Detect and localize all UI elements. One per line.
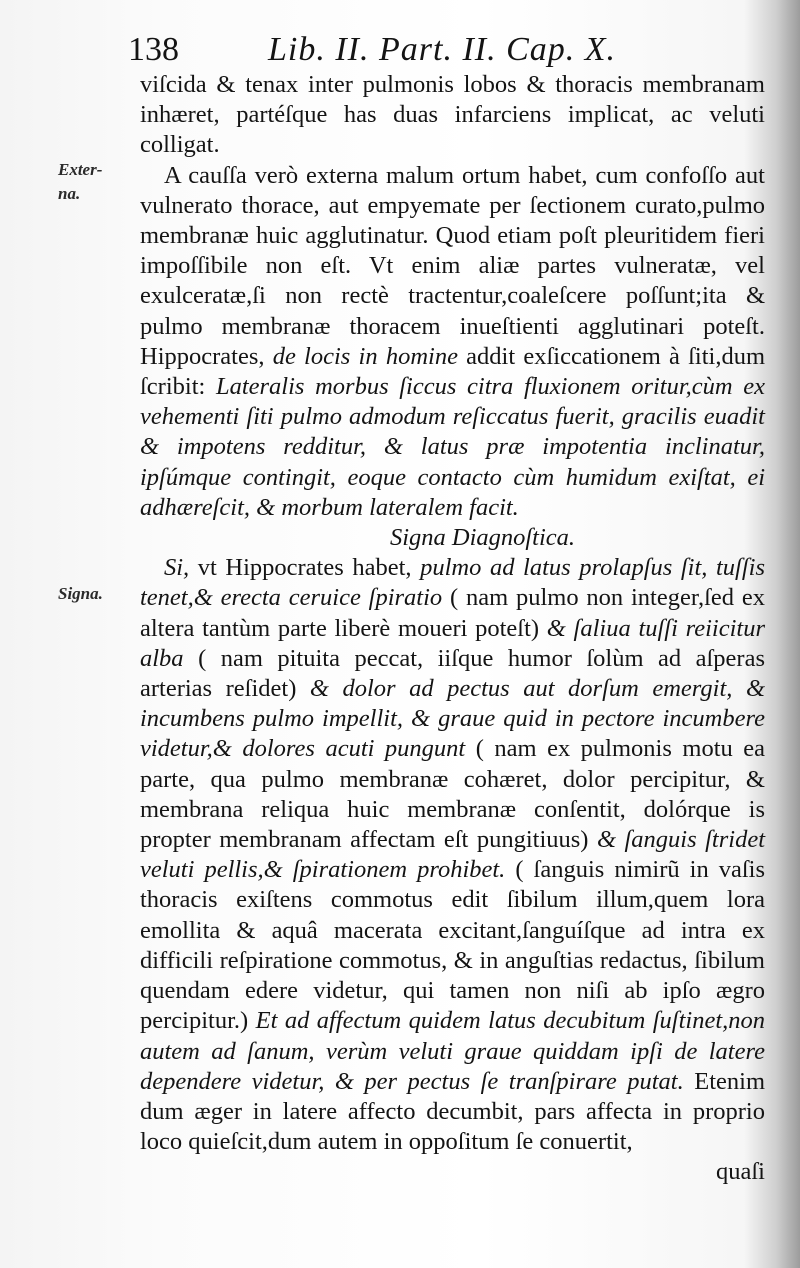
catchword: quaſi xyxy=(716,1158,765,1186)
paragraph-1-text: viſcida & tenax inter pulmonis lobos & thoracis membranam inhæret, partéſque has duas infarciens implicat, ac veluti colligat. xyxy=(140,71,765,159)
para3-text-l: Etenim dum æger in latere affecto decumbit, pars affecta in proprio loco quieſcit,dum autem in oppoſitum ſe conuertit, xyxy=(140,1067,765,1156)
page-header xyxy=(128,30,668,70)
paragraph-1 xyxy=(140,70,765,161)
paragraph-2 xyxy=(140,161,765,523)
para3-text-j: ( ſanguis nimirũ in vaſis thoracis exiſtens commotus edit ſibilum illum,quem lora emollita & aquâ macerata excitant,ſanguíſque ad intra ex difficili reſpiratione commotus, & in anguſtias redactus, ſibilum quendam edere videtur, qui tamen non niſi ab ipſo ægro percipitur.) xyxy=(140,856,766,1035)
margin-note-externa: Exter- na. xyxy=(58,160,103,203)
para3-text-d: ( nam pulmo non integer,ſed ex altera tantùm parte liberè moueri poteſt) xyxy=(140,584,765,642)
paragraph-3 xyxy=(140,553,765,1157)
para3-text-a: Si, xyxy=(164,554,190,582)
section-heading: Signa Diagnoſtica. xyxy=(389,524,576,552)
para3-text-g: & dolor ad pectus aut dorſum emergit, & incumbens pulmo impellit, & graue quid in pectore incumbere videtur,& dolores acuti pungunt xyxy=(140,675,766,763)
para2-text-a: A cauſſa verò externa malum ortum habet, cum confoſſo aut vulnerato thorace, aut empyemate per ſectionem curato,pulmo membranæ huic agglutinatur. Quod etiam poſt pleuritidem fieri impoſſibile non eſt. Vt enim aliæ partes vulneratæ, vel exulceratæ,ſi non rectè tractentur,coaleſcere poſſunt;ita & pulmo membranæ thoracem inueſtienti agglutinari poteſt. Hippocrates, xyxy=(140,161,765,370)
para2-quotation: Lateralis morbus ſiccus citra fluxionem oritur,cùm ex vehementi ſiti pulmo admodum reſiccatus fuerit, gracilis euadit & impotens redditur, & latus præ impotentia inclinatur, ipſúmque contingit, eoque contacto cùm humidum exiſtat, ei adhæreſcit, & morbum lateralem facit. xyxy=(140,373,765,521)
running-head: Lib. II. Part. II. Cap. X. xyxy=(268,31,617,68)
para3-text-e: & ſaliua tuſſi reiicitur alba xyxy=(140,614,766,672)
para3-text-c: pulmo ad latus prolapſus ſit, tuſſis tenet,& erecta ceruice ſpiratio xyxy=(140,554,765,612)
para3-text-h: ( nam ex pulmonis motu ea parte, qua pulmo membranæ cohæret, dolor percipitur, & membrana reliqua huic membranæ conſentit, dolórque is propter membranam affectam eſt pungitiuus) xyxy=(140,735,765,854)
para2-citation: de locis in homine xyxy=(272,342,458,370)
body-text xyxy=(140,70,765,1188)
margin-note-signa: Signa. xyxy=(58,584,103,603)
page-number: 138 xyxy=(128,31,179,68)
para3-text-k: Et ad affectum quidem latus decubitum ſuſtinet,non autem ad ſanum, verùm veluti graue quiddam ipſi de latere dependere videtur, & per pectus ſe tranſpirare putat. xyxy=(140,1007,766,1095)
para2-text-c: addit exſiccationem à ſiti,dum ſcribit: xyxy=(140,342,765,401)
para3-text-b: vt Hippocrates habet, xyxy=(197,554,412,582)
para3-text-i: & ſanguis ſtridet veluti pellis,& ſpirationem prohibet. xyxy=(140,826,766,884)
para3-text-f: ( nam pituita peccat, iiſque humor ſolùm ad aſperas arterias reſidet) xyxy=(140,644,766,703)
